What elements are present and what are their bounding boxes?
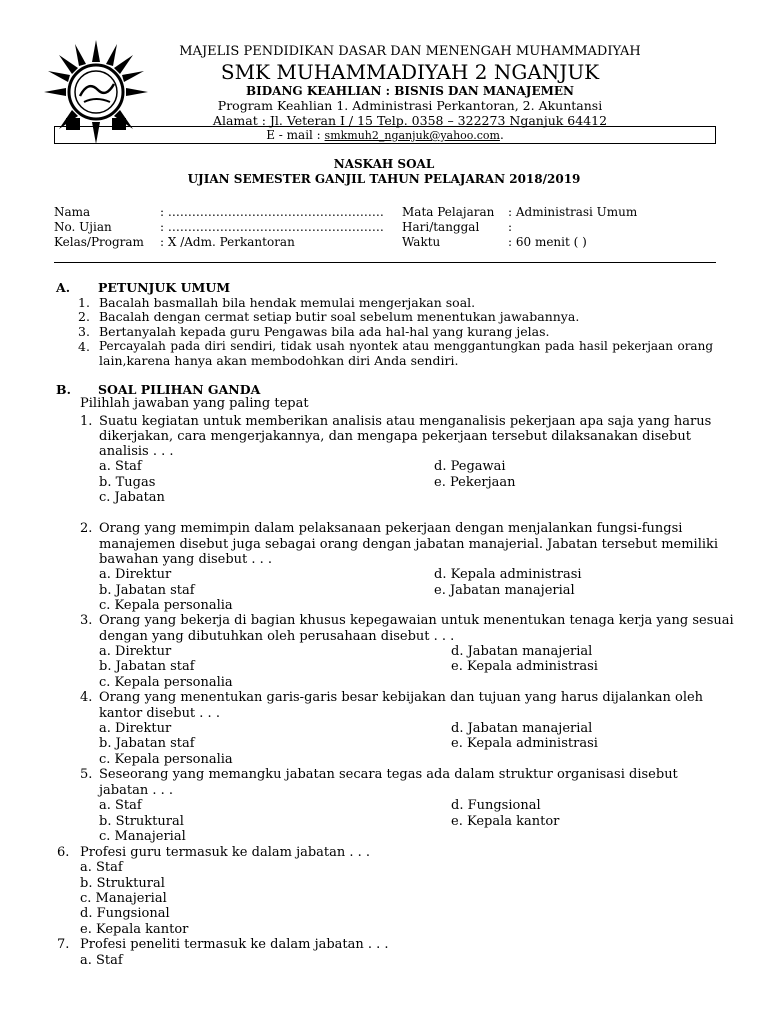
q4-option-d[interactable]: d. Jabatan manajerial — [451, 721, 593, 736]
ujian-label: No. Ujian — [54, 220, 112, 234]
kelas-value: : X /Adm. Perkantoran — [160, 235, 295, 249]
q6-option-c[interactable]: c. Manajerial — [80, 891, 167, 906]
section-b-letter: B. — [56, 382, 71, 397]
q1-option-c[interactable]: c. Jabatan — [99, 490, 165, 505]
doc-subtitle: UJIAN SEMESTER GANJIL TAHUN PELAJARAN 2018/2019 — [187, 172, 581, 186]
section-a-letter: A. — [56, 280, 71, 295]
q1-line-1: Suatu kegiatan untuk memberikan analisis atau menganalisis pekerjaan apa saja yang harus — [99, 414, 712, 429]
q2-option-c[interactable]: c. Kepala personalia — [99, 598, 233, 613]
q6-line-1: Profesi guru termasuk ke dalam jabatan . . . — [80, 845, 371, 860]
hari-value: : — [508, 220, 513, 234]
rule-2-text: Bacalah dengan cermat setiap butir soal sebelum menentukan jawabannya. — [99, 309, 580, 324]
q3-option-d[interactable]: d. Jabatan manajerial — [451, 644, 593, 659]
rule-1-text: Bacalah basmallah bila hendak memulai mengerjakan soal. — [99, 295, 476, 310]
header-field: BIDANG KEAHLIAN : BISNIS DAN MANAJEMEN — [245, 84, 574, 98]
q4-option-c[interactable]: c. Kepala personalia — [99, 752, 233, 767]
q5-option-d[interactable]: d. Fungsional — [451, 798, 541, 813]
nama-field[interactable]: : ……………………………………………… — [160, 205, 384, 219]
q5-option-c[interactable]: c. Manajerial — [99, 829, 186, 844]
section-b-title: SOAL PILIHAN GANDA — [98, 382, 261, 397]
email-end: . — [499, 128, 504, 142]
rule-3-text: Bertanyalah kepada guru Pengawas bila ada hal-hal yang kurang jelas. — [99, 324, 550, 339]
q1-number: 1. — [80, 414, 93, 429]
q1-option-e[interactable]: e. Pekerjaan — [434, 475, 516, 490]
header-program: Program Keahlian 1. Administrasi Perkantoran, 2. Akuntansi — [217, 98, 603, 113]
q6-option-e[interactable]: e. Kepala kantor — [80, 922, 189, 937]
q2-line-2: manajemen disebut juga sebagai orang dengan jabatan manajerial. Jabatan tersebut memiliki — [99, 537, 719, 552]
q4-line-1: Orang yang menentukan garis-garis besar kebijakan dan tujuan yang harus dijalankan oleh — [99, 690, 704, 705]
q2-number: 2. — [80, 521, 93, 536]
q4-option-a[interactable]: a. Direktur — [99, 721, 172, 736]
q4-line-2: kantor disebut . . . — [99, 706, 220, 721]
q5-option-b[interactable]: b. Struktural — [99, 814, 184, 829]
email-box — [54, 126, 716, 144]
q5-number: 5. — [80, 767, 93, 782]
q6-number: 6. — [57, 845, 70, 860]
q7-line-1: Profesi peneliti termasuk ke dalam jabatan . . . — [80, 937, 389, 952]
section-b-instruction: Pilihlah jawaban yang paling tepat — [80, 396, 309, 411]
header-address: Alamat : Jl. Veteran I / 15 Telp. 0358 – 322273 Nganjuk 64412 — [212, 113, 608, 128]
q5-line-1: Seseorang yang memangku jabatan secara tegas ada dalam struktur organisasi disebut — [99, 767, 678, 782]
q3-option-a[interactable]: a. Direktur — [99, 644, 172, 659]
q5-option-a[interactable]: a. Staf — [99, 798, 142, 813]
q4-number: 4. — [80, 690, 93, 705]
q2-option-e[interactable]: e. Jabatan manajerial — [434, 583, 575, 598]
q3-line-2: dengan yang dibutuhkan oleh perusahaan disebut . . . — [99, 629, 455, 644]
mapel-label: Mata Pelajaran — [402, 205, 495, 219]
ujian-field[interactable]: : ……………………………………………… — [160, 220, 384, 234]
waktu-label: Waktu — [402, 235, 441, 249]
nama-label: Nama — [54, 205, 91, 219]
doc-title: NASKAH SOAL — [333, 157, 435, 171]
q7-number: 7. — [57, 937, 70, 952]
q3-option-b[interactable]: b. Jabatan staf — [99, 659, 195, 674]
q1-option-a[interactable]: a. Staf — [99, 459, 142, 474]
rule-3-number: 3. — [78, 324, 90, 339]
mapel-value: : Administrasi Umum — [508, 205, 638, 219]
kelas-label: Kelas/Program — [54, 235, 144, 249]
q7-option-a[interactable]: a. Staf — [80, 953, 123, 968]
email-label: E - mail : — [266, 128, 325, 142]
q3-number: 3. — [80, 613, 93, 628]
q4-option-b[interactable]: b. Jabatan staf — [99, 736, 195, 751]
q6-option-a[interactable]: a. Staf — [80, 860, 123, 875]
hari-label: Hari/tanggal — [402, 220, 480, 234]
q4-option-e[interactable]: e. Kepala administrasi — [451, 736, 598, 751]
q5-option-e[interactable]: e. Kepala kantor — [451, 814, 560, 829]
q1-line-3: analisis . . . — [99, 444, 174, 459]
q1-option-b[interactable]: b. Tugas — [99, 475, 156, 490]
header-school-name: SMK MUHAMMADIYAH 2 NGANJUK — [220, 60, 600, 84]
q2-option-d[interactable]: d. Kepala administrasi — [434, 567, 582, 582]
q2-option-b[interactable]: b. Jabatan staf — [99, 583, 195, 598]
q1-option-d[interactable]: d. Pegawai — [434, 459, 506, 474]
rule-4-text: Percayalah pada diri sendiri, tidak usah nyontek atau menggantungkan pada hasil pekerjaan orang — [99, 339, 713, 353]
q3-option-e[interactable]: e. Kepala administrasi — [451, 659, 598, 674]
header-council: MAJELIS PENDIDIKAN DASAR DAN MENENGAH MUHAMMADIYAH — [179, 44, 641, 59]
q5-line-2: jabatan . . . — [99, 783, 173, 798]
rule-4-number: 4. — [78, 339, 90, 354]
rule-4-text-cont: lain,karena hanya akan membodohkan diri Anda sendiri. — [99, 353, 459, 368]
divider — [54, 262, 716, 263]
email-link[interactable]: smkmuh2_nganjuk@yahoo.com — [324, 129, 500, 142]
q6-option-b[interactable]: b. Struktural — [80, 876, 165, 891]
q3-option-c[interactable]: c. Kepala personalia — [99, 675, 233, 690]
q2-line-1: Orang yang memimpin dalam pelaksanaan pekerjaan dengan menjalankan fungsi-fungsi — [99, 521, 683, 536]
waktu-value: : 60 menit ( ) — [508, 235, 587, 249]
q6-option-d[interactable]: d. Fungsional — [80, 906, 170, 921]
rule-1-number: 1. — [78, 295, 90, 310]
q1-line-2: dikerjakan, cara mengerjakannya, dan mengapa pekerjaan tersebut dilaksanakan disebut — [99, 429, 691, 444]
rule-2-number: 2. — [78, 309, 90, 324]
q2-option-a[interactable]: a. Direktur — [99, 567, 172, 582]
section-a-title: PETUNJUK UMUM — [98, 280, 231, 295]
email-line — [55, 127, 715, 144]
q2-line-3: bawahan yang disebut . . . — [99, 552, 273, 567]
q3-line-1: Orang yang bekerja di bagian khusus kepegawaian untuk menentukan tenaga kerja yang sesuai — [99, 613, 734, 628]
